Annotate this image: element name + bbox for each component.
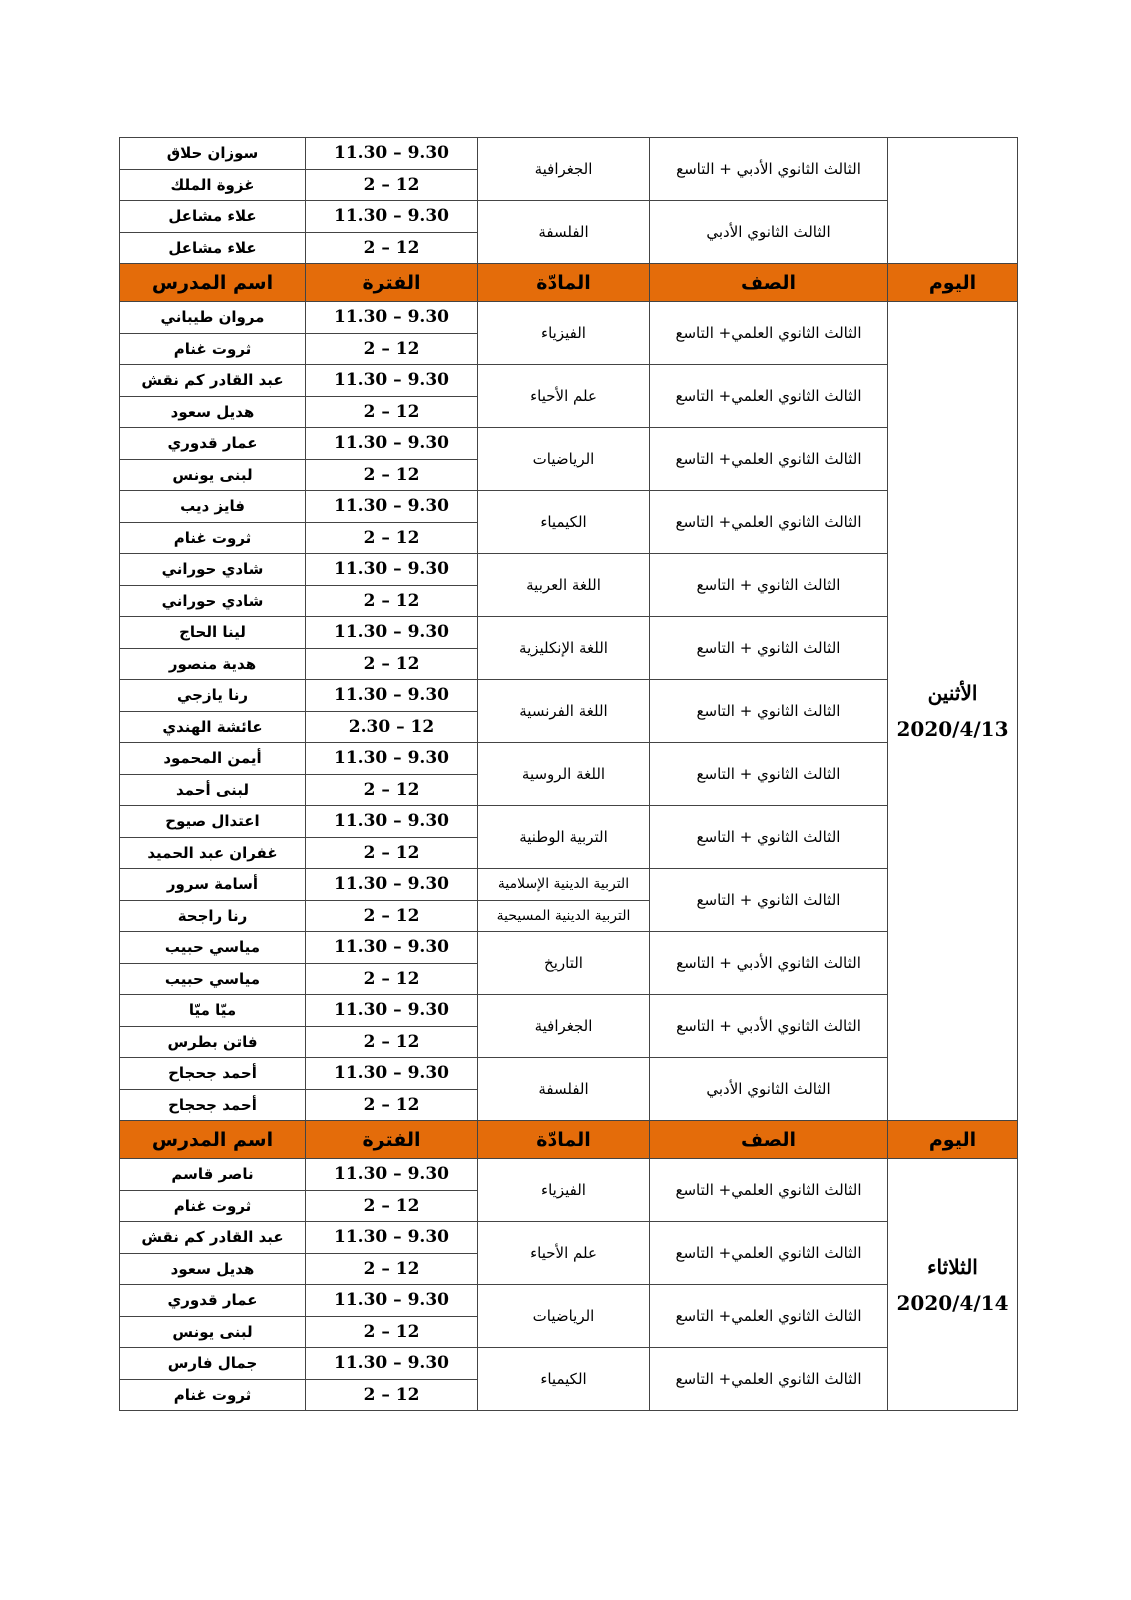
subject-cell: الرياضيات (478, 428, 650, 491)
period-cell: 11.30 – 9.30 (306, 1058, 478, 1090)
teacher-cell: لبنى يونس (120, 459, 306, 491)
day-name: الأثنين (927, 681, 978, 705)
grade-cell: الثالث الثانوي الأدبي (650, 1058, 888, 1121)
teacher-cell: مروان طيباني (120, 302, 306, 334)
period-cell: 2 – 12 (306, 1253, 478, 1285)
teacher-cell: أيمن المحمود (120, 743, 306, 775)
period-cell: 2 – 12 (306, 1316, 478, 1348)
header-period: الفترة (306, 1121, 478, 1159)
teacher-cell: رنا راجحة (120, 900, 306, 932)
grade-cell: الثالث الثانوي + التاسع (650, 869, 888, 932)
teacher-cell: فايز ديب (120, 491, 306, 523)
period-cell: 2 – 12 (306, 1190, 478, 1222)
grade-cell: الثالث الثانوي العلمي+ التاسع (650, 1285, 888, 1348)
teacher-cell: سوزان حلاق (120, 138, 306, 170)
teacher-cell: أحمد جحجاح (120, 1058, 306, 1090)
day-cell (888, 1159, 1018, 1411)
period-cell: 11.30 – 9.30 (306, 138, 478, 170)
teacher-cell: هديل سعود (120, 396, 306, 428)
subject-cell: الجغرافية (478, 995, 650, 1058)
header-period: الفترة (306, 264, 478, 302)
grade-cell: الثالث الثانوي + التاسع (650, 743, 888, 806)
period-cell: 2 – 12 (306, 169, 478, 201)
table-row (120, 201, 1018, 233)
period-cell: 11.30 – 9.30 (306, 932, 478, 964)
period-cell: 2 – 12 (306, 333, 478, 365)
table-row (120, 1348, 1018, 1380)
period-cell: 2 – 12 (306, 963, 478, 995)
table-row (120, 554, 1018, 586)
subject-cell: التاريخ (478, 932, 650, 995)
period-cell: 11.30 – 9.30 (306, 302, 478, 334)
header-day: اليوم (888, 1121, 1018, 1159)
teacher-cell: جمال فارس (120, 1348, 306, 1380)
period-cell: 11.30 – 9.30 (306, 1285, 478, 1317)
teacher-cell: ثروت غنام (120, 1379, 306, 1411)
grade-cell: الثالث الثانوي العلمي+ التاسع (650, 1222, 888, 1285)
grade-cell: الثالث الثانوي العلمي+ التاسع (650, 1348, 888, 1411)
teacher-cell: لبنى أحمد (120, 774, 306, 806)
grade-cell: الثالث الثانوي + التاسع (650, 680, 888, 743)
subject-cell: التربية الوطنية (478, 806, 650, 869)
grade-cell: الثالث الثانوي الأدبي + التاسع (650, 932, 888, 995)
header-row (120, 1121, 1018, 1159)
period-cell: 11.30 – 9.30 (306, 617, 478, 649)
grade-cell: الثالث الثانوي + التاسع (650, 617, 888, 680)
table-row (120, 1058, 1018, 1090)
grade-cell: الثالث الثانوي + التاسع (650, 554, 888, 617)
day-cell (888, 138, 1018, 264)
period-cell: 2 – 12 (306, 522, 478, 554)
table-row (120, 138, 1018, 170)
teacher-cell: لبنى يونس (120, 1316, 306, 1348)
teacher-cell: ميّا ميّا (120, 995, 306, 1027)
period-cell: 11.30 – 9.30 (306, 869, 478, 901)
teacher-cell: أسامة سرور (120, 869, 306, 901)
day-cell (888, 302, 1018, 1121)
subject-cell: الفلسفة (478, 201, 650, 264)
subject-cell: الكيمياء (478, 491, 650, 554)
subject-cell: علم الأحياء (478, 365, 650, 428)
teacher-cell: مياسي حبيب (120, 932, 306, 964)
teacher-cell: شادي حوراني (120, 585, 306, 617)
teacher-cell: ثروت غنام (120, 333, 306, 365)
teacher-cell: ثروت غنام (120, 1190, 306, 1222)
grade-cell: الثالث الثانوي الأدبي + التاسع (650, 995, 888, 1058)
subject-cell: الجغرافية (478, 138, 650, 201)
period-cell: 11.30 – 9.30 (306, 1159, 478, 1191)
table-row (120, 995, 1018, 1027)
teacher-cell: اعتدال صيوح (120, 806, 306, 838)
period-cell: 2 – 12 (306, 1026, 478, 1058)
teacher-cell: ثروت غنام (120, 522, 306, 554)
period-cell: 2 – 12 (306, 396, 478, 428)
teacher-cell: عائشة الهندي (120, 711, 306, 743)
teacher-cell: فاتن بطرس (120, 1026, 306, 1058)
period-cell: 11.30 – 9.30 (306, 1222, 478, 1254)
header-day: اليوم (888, 264, 1018, 302)
header-subject: المادّة (478, 264, 650, 302)
table-row (120, 680, 1018, 712)
header-row (120, 264, 1018, 302)
teacher-cell: هدية منصور (120, 648, 306, 680)
period-cell: 2 – 12 (306, 585, 478, 617)
period-cell: 2 – 12 (306, 837, 478, 869)
table-row (120, 302, 1018, 334)
grade-cell: الثالث الثانوي الأدبي + التاسع (650, 138, 888, 201)
subject-cell: الرياضيات (478, 1285, 650, 1348)
teacher-cell: هديل سعود (120, 1253, 306, 1285)
teacher-cell: ناصر قاسم (120, 1159, 306, 1191)
period-cell: 11.30 – 9.30 (306, 554, 478, 586)
period-cell: 11.30 – 9.30 (306, 491, 478, 523)
period-cell: 2 – 12 (306, 774, 478, 806)
period-cell: 11.30 – 9.30 (306, 428, 478, 460)
subject-cell: التربية الدينية المسيحية (478, 900, 650, 932)
period-cell: 11.30 – 9.30 (306, 743, 478, 775)
subject-cell: اللغة الروسية (478, 743, 650, 806)
header-teacher: اسم المدرس (120, 264, 306, 302)
grade-cell: الثالث الثانوي الأدبي (650, 201, 888, 264)
teacher-cell: شادي حوراني (120, 554, 306, 586)
table-row (120, 1285, 1018, 1317)
grade-cell: الثالث الثانوي العلمي+ التاسع (650, 365, 888, 428)
grade-cell: الثالث الثانوي العلمي+ التاسع (650, 491, 888, 554)
teacher-cell: مياسي حبيب (120, 963, 306, 995)
subject-cell: اللغة العربية (478, 554, 650, 617)
day-name: الثلاثاء (927, 1254, 978, 1279)
header-subject: المادّة (478, 1121, 650, 1159)
schedule-table (119, 137, 1018, 1411)
subject-cell: اللغة الإنكليزية (478, 617, 650, 680)
teacher-cell: عمار قدوري (120, 428, 306, 460)
header-grade: الصف (650, 264, 888, 302)
teacher-cell: غفران عبد الحميد (120, 837, 306, 869)
table-row (120, 869, 1018, 901)
header-teacher: اسم المدرس (120, 1121, 306, 1159)
grade-cell: الثالث الثانوي + التاسع (650, 806, 888, 869)
teacher-cell: رنا يازجي (120, 680, 306, 712)
teacher-cell: أحمد جحجاح (120, 1089, 306, 1121)
subject-cell: الفلسفة (478, 1058, 650, 1121)
teacher-cell: غزوة الملك (120, 169, 306, 201)
period-cell: 2 – 12 (306, 459, 478, 491)
period-cell: 2 – 12 (306, 1089, 478, 1121)
table-row (120, 932, 1018, 964)
subject-cell: التربية الدينية الإسلامية (478, 869, 650, 901)
table-row (120, 743, 1018, 775)
period-cell: 2 – 12 (306, 900, 478, 932)
teacher-cell: لينا الحاج (120, 617, 306, 649)
teacher-cell: علاء مشاعل (120, 232, 306, 264)
subject-cell: اللغة الفرنسية (478, 680, 650, 743)
table-row (120, 428, 1018, 460)
subject-cell: علم الأحياء (478, 1222, 650, 1285)
subject-cell: الفيزياء (478, 302, 650, 365)
table-row (120, 806, 1018, 838)
grade-cell: الثالث الثانوي العلمي+ التاسع (650, 302, 888, 365)
period-cell: 11.30 – 9.30 (306, 806, 478, 838)
grade-cell: الثالث الثانوي العلمي+ التاسع (650, 428, 888, 491)
table-row (120, 617, 1018, 649)
grade-cell: الثالث الثانوي العلمي+ التاسع (650, 1159, 888, 1222)
day-date: 2020/4/14 (896, 1290, 1009, 1315)
period-cell: 11.30 – 9.30 (306, 1348, 478, 1380)
table-row (120, 1222, 1018, 1254)
teacher-cell: عبد القادر كم نقش (120, 365, 306, 397)
subject-cell: الكيمياء (478, 1348, 650, 1411)
teacher-cell: علاء مشاعل (120, 201, 306, 233)
subject-cell: الفيزياء (478, 1159, 650, 1222)
period-cell: 11.30 – 9.30 (306, 201, 478, 233)
period-cell: 11.30 – 9.30 (306, 680, 478, 712)
table-row (120, 1159, 1018, 1191)
period-cell: 11.30 – 9.30 (306, 365, 478, 397)
day-date: 2020/4/13 (896, 717, 1009, 741)
period-cell: 2 – 12 (306, 1379, 478, 1411)
teacher-cell: عبد القادر كم نقش (120, 1222, 306, 1254)
period-cell: 2 – 12 (306, 648, 478, 680)
table-row (120, 365, 1018, 397)
period-cell: 11.30 – 9.30 (306, 995, 478, 1027)
period-cell: 2.30 – 12 (306, 711, 478, 743)
period-cell: 2 – 12 (306, 232, 478, 264)
header-grade: الصف (650, 1121, 888, 1159)
teacher-cell: عمار قدوري (120, 1285, 306, 1317)
table-row (120, 491, 1018, 523)
